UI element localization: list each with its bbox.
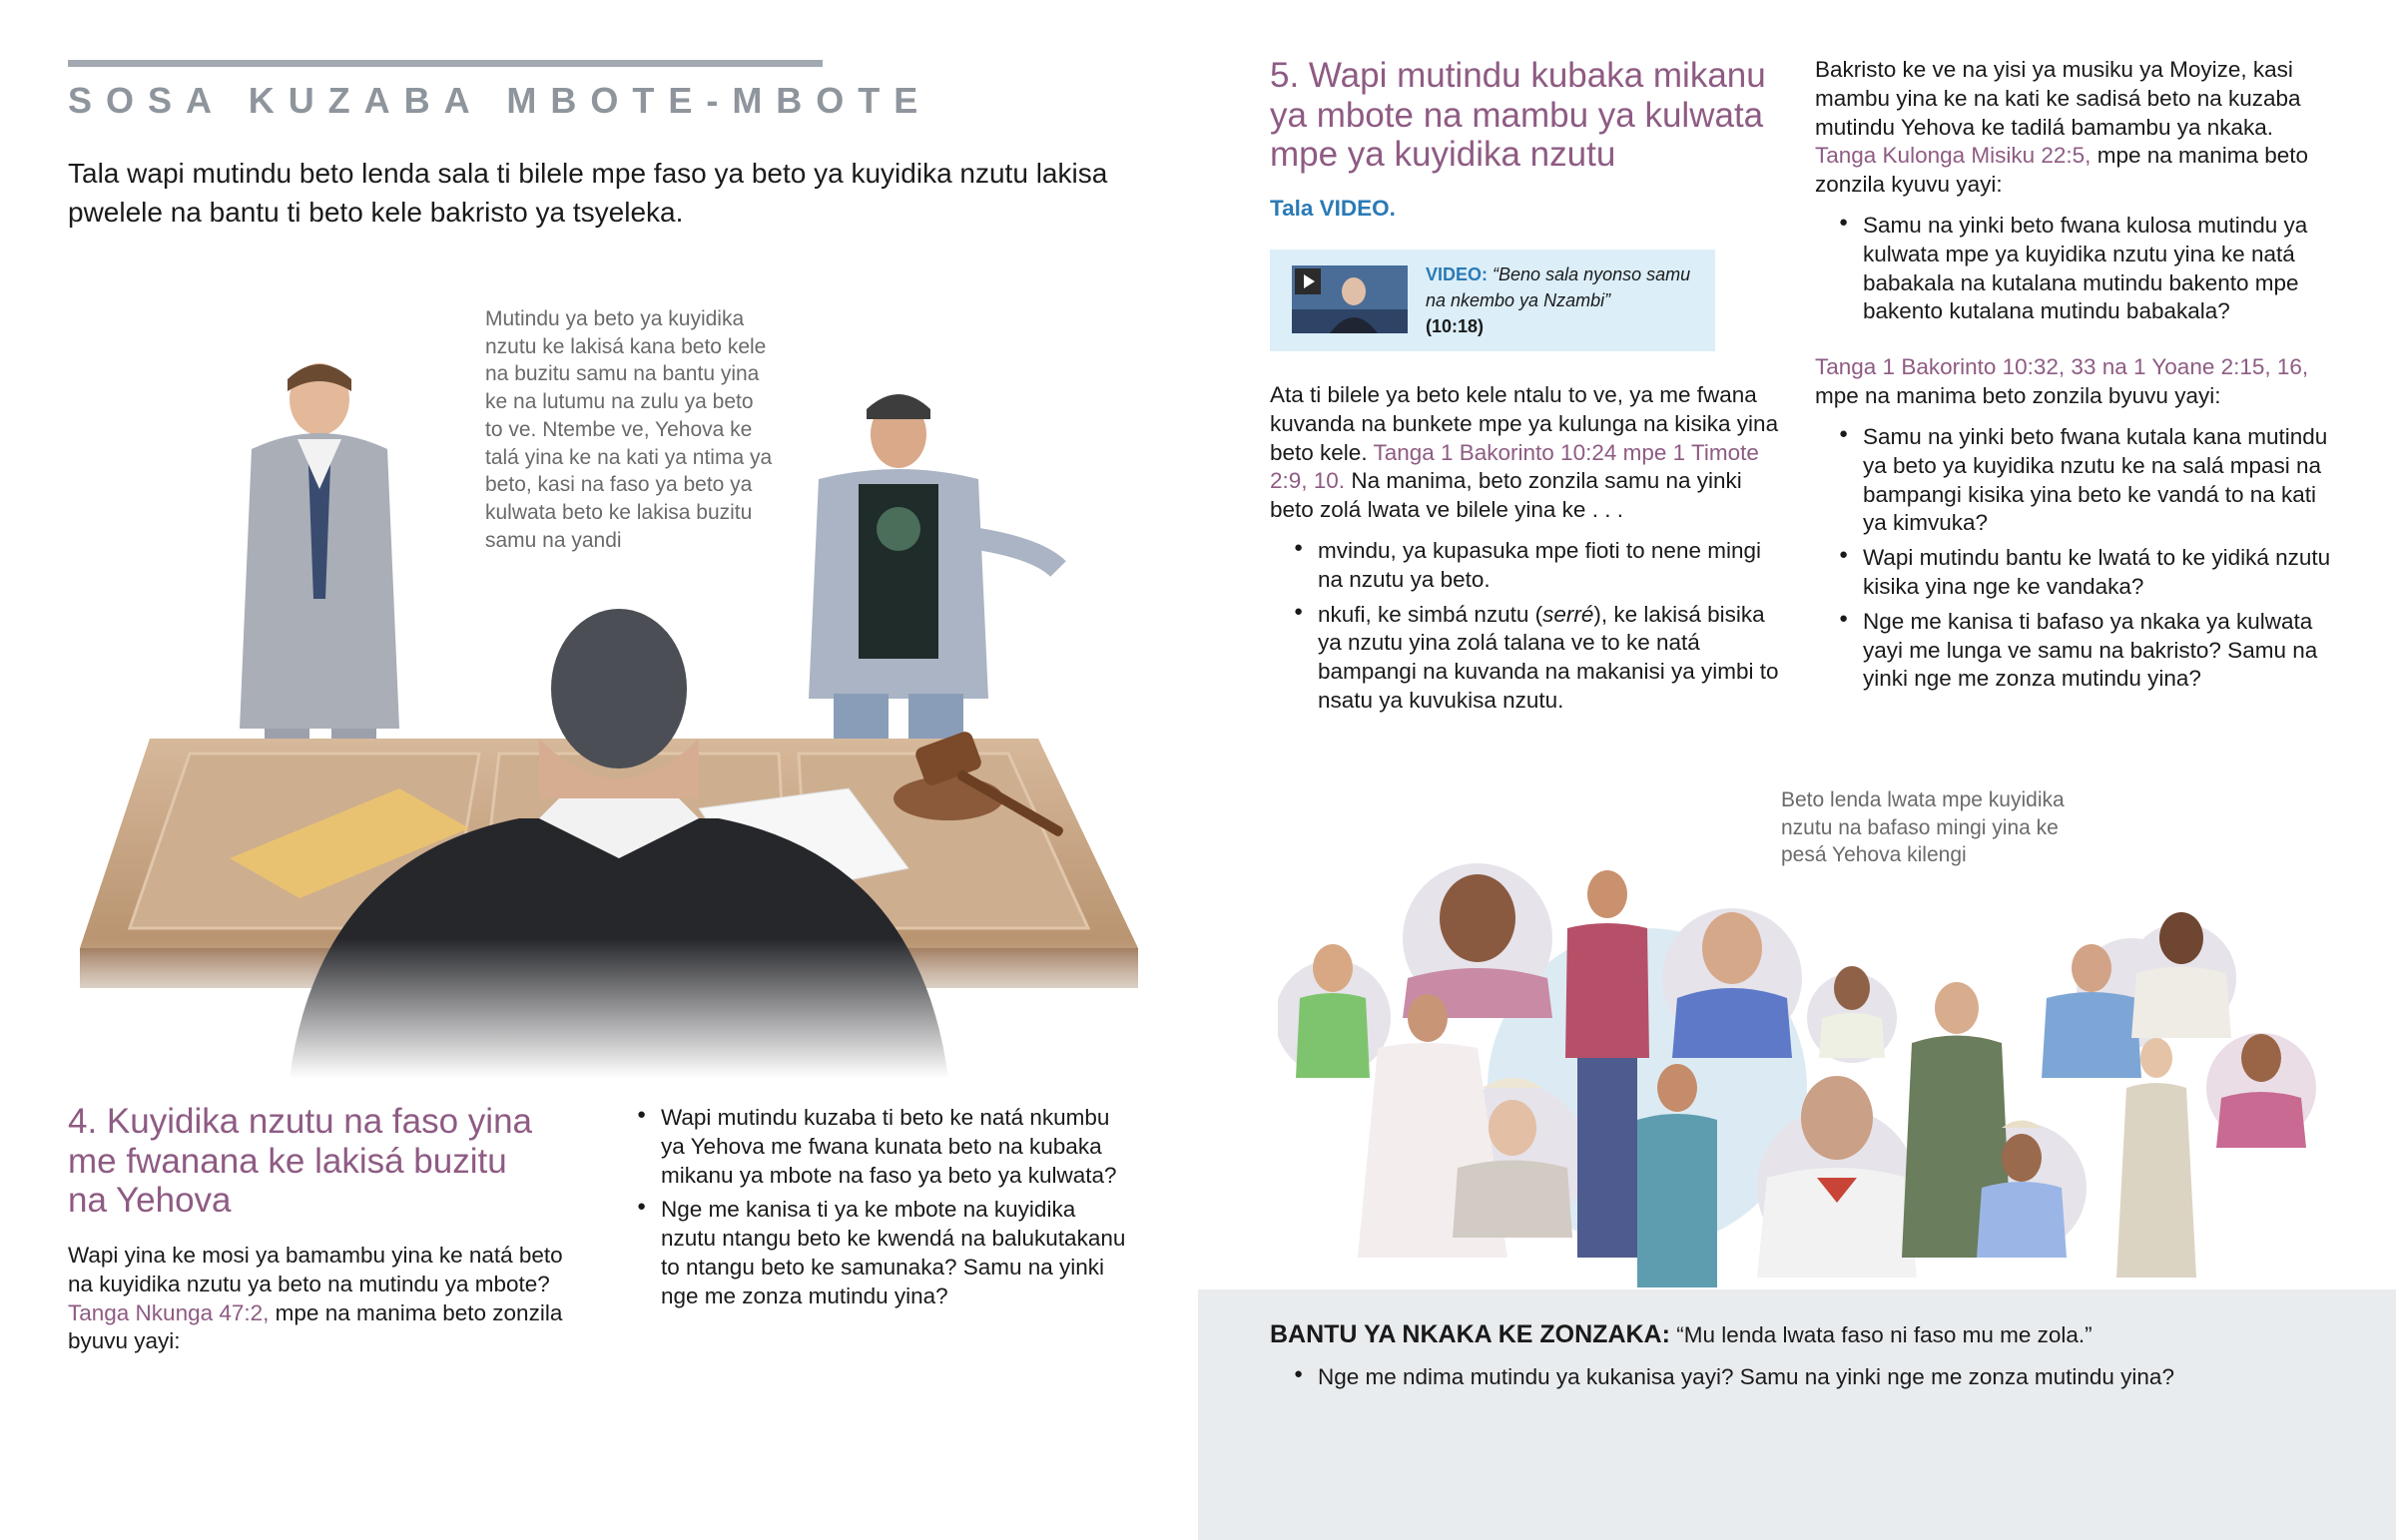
column-2-questions-a: [1839, 212, 2334, 332]
list-item: ● mvindu, ya kupasuka mpe fioti to nene mingi na nzutu ya beto.: [1294, 537, 1787, 595]
column-2-questions-b: [1839, 423, 2334, 700]
video-title[interactable]: “Beno sala nyonso samu na nkembo ya Nzambi”: [1426, 264, 1691, 311]
person-figure: [2131, 912, 2231, 1038]
diverse-people-illustration: [1278, 858, 2316, 1297]
intro-text: Tala wapi mutindu beto lenda sala ti bilele mpe faso ya beto ya kuyidika nzutu lakisa pwelele na bantu ti beto kele bakristo ya tsyeleka.: [68, 158, 1108, 229]
question-item: ● Samu na yinki beto fwana kutala kana mutindu ya beto ya kuyidika nzutu ke na salá mpasi na bampangi kisika yina beto ke vandá to na kati ya kimvuka?: [1839, 423, 2334, 538]
scripture-reference[interactable]: Tanga 1 Bakorinto 10:24 mpe 1 Timote 2:9, 10.: [1270, 439, 1759, 494]
panel-questions: [1294, 1363, 2352, 1398]
section-kicker: SOSA KUZABA MBOTE-MBOTE: [68, 80, 932, 121]
section-5-tail: Na manima, beto zonzila samu na yinki beto zolá lwata ve bilele yina ke . . .: [1270, 468, 1742, 523]
section-4-tail: mpe na manima beto zonzila byuvu yayi:: [68, 1299, 563, 1354]
section-5-paragraph: [1270, 381, 1789, 525]
scripture-reference[interactable]: Tanga 1 Bakorinto 10:32, 33 na 1 Yoane 2:15, 16,: [1815, 354, 2309, 379]
video-info: [1426, 261, 1695, 339]
column-2-tail: mpe na manima beto zonzila kyuvu yayi:: [1815, 143, 2309, 198]
panel-label: BANTU YA NKAKA KE ZONZAKA:: [1270, 1320, 1670, 1348]
section-5-text: Ata ti bilele ya beto kele ntalu to ve, ya me fwana kuvanda na bunkete mpe ya kulunga na kisika yina beto kele.: [1270, 382, 1779, 465]
list-item: ● nkufi, ke simbá nzutu (serré), ke lakisá bisika ya nzutu yina zolá talana ve to ke natá bampangi na kuvanda na makanisi ya yimbi to nsatu ya kuvukisa nzutu.: [1294, 601, 1787, 716]
question-item: ● Samu na yinki beto fwana kulosa mutindu ya kulwata mpe ya kuyidika nzutu yina ke natá babakala na kutalana mutindu bakento mpe bakento kutalana mutindu babakala?: [1839, 212, 2334, 326]
section-5-list: [1294, 537, 1787, 722]
play-icon[interactable]: [1295, 268, 1321, 294]
section-5-heading: 5. Wapi mutindu kubaka mikanu ya mbote na mambu ya kulwata mpe ya kuyidika nzutu: [1270, 56, 1766, 175]
panel-quote: “Mu lenda lwata faso ni faso mu me zola.”: [1676, 1322, 2093, 1347]
video-duration: (10:18): [1426, 316, 1485, 337]
header-rule: [68, 60, 823, 67]
watch-video-link[interactable]: Tala VIDEO.: [1270, 196, 1396, 221]
column-2-intro: Bakristo ke ve na yisi ya musiku ya Moyize, kasi mambu yina ke na kati ke sadisá beto na kuzaba mutindu Yehova ke tadilá bamambu ya nkaka.: [1815, 57, 2301, 140]
scripture-reference[interactable]: Tanga Kulonga Misiku 22:5,: [1815, 143, 2092, 169]
panel-heading: [1270, 1318, 2348, 1350]
section-4-paragraph: [68, 1242, 587, 1356]
section-4-text: Wapi yina ke mosi ya bamambu yina ke natá beto na kuyidika nzutu ya beto na mutindu ya mbote?: [68, 1243, 563, 1296]
question-item: ● Wapi mutindu bantu ke lwatá to ke yidiká nzutu kisika yina nge ke vandaka?: [1839, 544, 2334, 602]
question-item: ● Nge me kanisa ti ya ke mbote na kuyidika nzutu ntangu beto ke kwendá na balukutakanu to ntangu beto ke samunaka? Samu na yinki nge me zonza mutindu yina?: [637, 1196, 1126, 1310]
video-label: VIDEO:: [1426, 264, 1489, 284]
column-2-tail-2: mpe na manima beto zonzila byuvu yayi:: [1815, 382, 2221, 408]
question-item: ● Nge me ndima mutindu ya kukanisa yayi? Samu na yinki nge me zonza mutindu yina?: [1294, 1363, 2352, 1392]
video-card[interactable]: [1270, 250, 1715, 351]
person-figure: [1565, 870, 1649, 1258]
column-2-paragraph-2: [1815, 353, 2334, 411]
question-item: ● Nge me kanisa ti bafaso ya nkaka ya kulwata yayi me lunga ve samu na bakristo? Samu na yinki nge me zonza mutindu yina?: [1839, 608, 2334, 694]
people-caption: Beto lenda lwata mpe kuyidika nzutu na bafaso mingi yina ke pesá Yehova kilengi: [1781, 788, 2065, 867]
section-4-heading: 4. Kuyidika nzutu na faso yina me fwanana ke lakisá buzitu na Yehova: [68, 1102, 533, 1221]
column-2-paragraph: [1815, 56, 2334, 200]
section-4-questions: [637, 1104, 1126, 1317]
illustration-caption: Mutindu ya beto ya kuyidika nzutu ke lakisá kana beto kele na buzitu samu na bantu yina ke na lutumu na zulu ya beto to ve. Ntembe ve, Yehova ke talá yina ke na kati ya ntima ya beto, kasi na faso ya beto ya kulwata beto ke lakisa buzitu samu na yandi: [485, 307, 773, 552]
video-thumbnail[interactable]: [1292, 265, 1408, 333]
question-item: ● Wapi mutindu kuzaba ti beto ke natá nkumbu ya Yehova me fwana kunata beto na kubaka mikanu ya mbote na faso ya beto ya kulwata?: [637, 1104, 1126, 1190]
scripture-reference[interactable]: Tanga Nkunga 47:2,: [68, 1299, 270, 1325]
person-figure: [1296, 944, 1370, 1078]
man-in-suit: [240, 363, 399, 798]
